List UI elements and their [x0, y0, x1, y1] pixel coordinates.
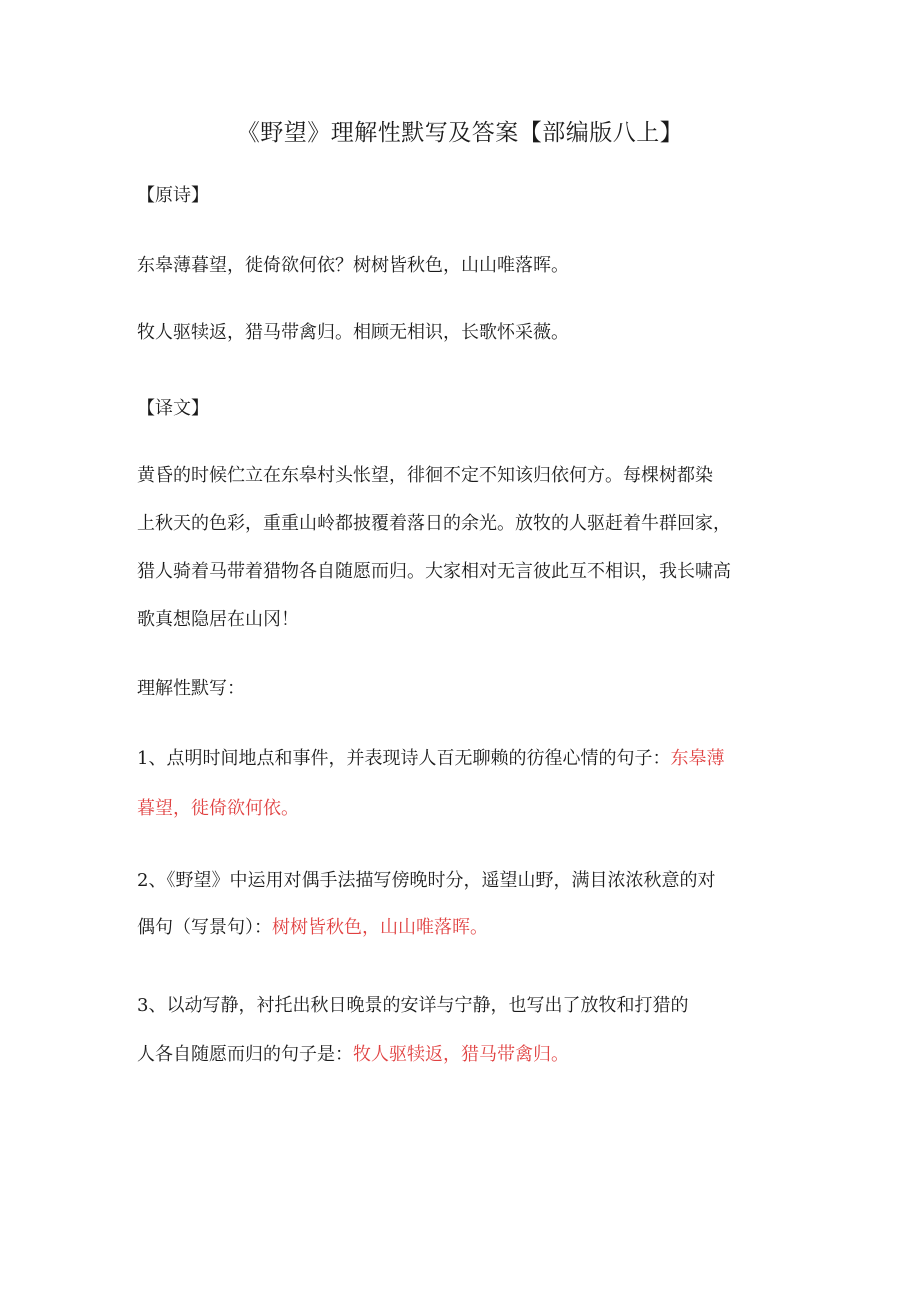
question-text: 人各自随愿而归的句子是： — [137, 1044, 353, 1065]
translation-line: 上秋天的色彩，重重山岭都披覆着落日的余光。放牧的人驱赶着牛群回家， — [137, 513, 731, 534]
question-text: 3、以动写静，衬托出秋日晚景的安详与宁静，也写出了放牧和打猎的 — [137, 995, 689, 1016]
page-title: 《野望》理解性默写及答案【部编版八上】 — [236, 120, 684, 146]
translation-line: 歌真想隐居在山冈！ — [137, 609, 299, 630]
original-heading: 【原诗】 — [137, 185, 209, 206]
answer-text: 树树皆秋色，山山唯落晖。 — [272, 917, 488, 938]
question-text: 2、《野望》中运用对偶手法描写傍晚时分，遥望山野，满目浓浓秋意的对 — [137, 870, 716, 891]
answer-text: 东皋薄 — [670, 748, 725, 769]
translation-paragraph — [137, 452, 797, 644]
translation-line: 猎人骑着马带着猎物各自随愿而归。大家相对无言彼此互不相识，我长啸高 — [137, 561, 731, 582]
question-1-line-2 — [137, 797, 299, 821]
question-3-line-1 — [137, 994, 688, 1018]
answer-text: 牧人驱犊返，猎马带禽归。 — [353, 1044, 569, 1065]
exercise-heading: 理解性默写： — [137, 678, 245, 699]
question-2-line-2 — [137, 916, 488, 940]
poem-line-2: 牧人驱犊返，猎马带禽归。相顾无相识，长歌怀采薇。 — [137, 322, 569, 343]
question-3-line-2 — [137, 1043, 569, 1067]
translation-heading: 【译文】 — [137, 398, 209, 419]
question-2-line-1 — [137, 869, 715, 893]
answer-text: 暮望，徙倚欲何依。 — [137, 798, 299, 819]
question-1-line-1 — [137, 747, 724, 771]
question-text: 偶句（写景句）： — [137, 917, 272, 938]
translation-line: 黄昏的时候伫立在东皋村头怅望，徘徊不定不知该归依何方。每棵树都染 — [137, 465, 713, 486]
poem-line-1: 东皋薄暮望，徙倚欲何依？树树皆秋色，山山唯落晖。 — [137, 255, 569, 276]
question-text: 1、点明时间地点和事件，并表现诗人百无聊赖的彷徨心情的句子： — [137, 748, 671, 769]
